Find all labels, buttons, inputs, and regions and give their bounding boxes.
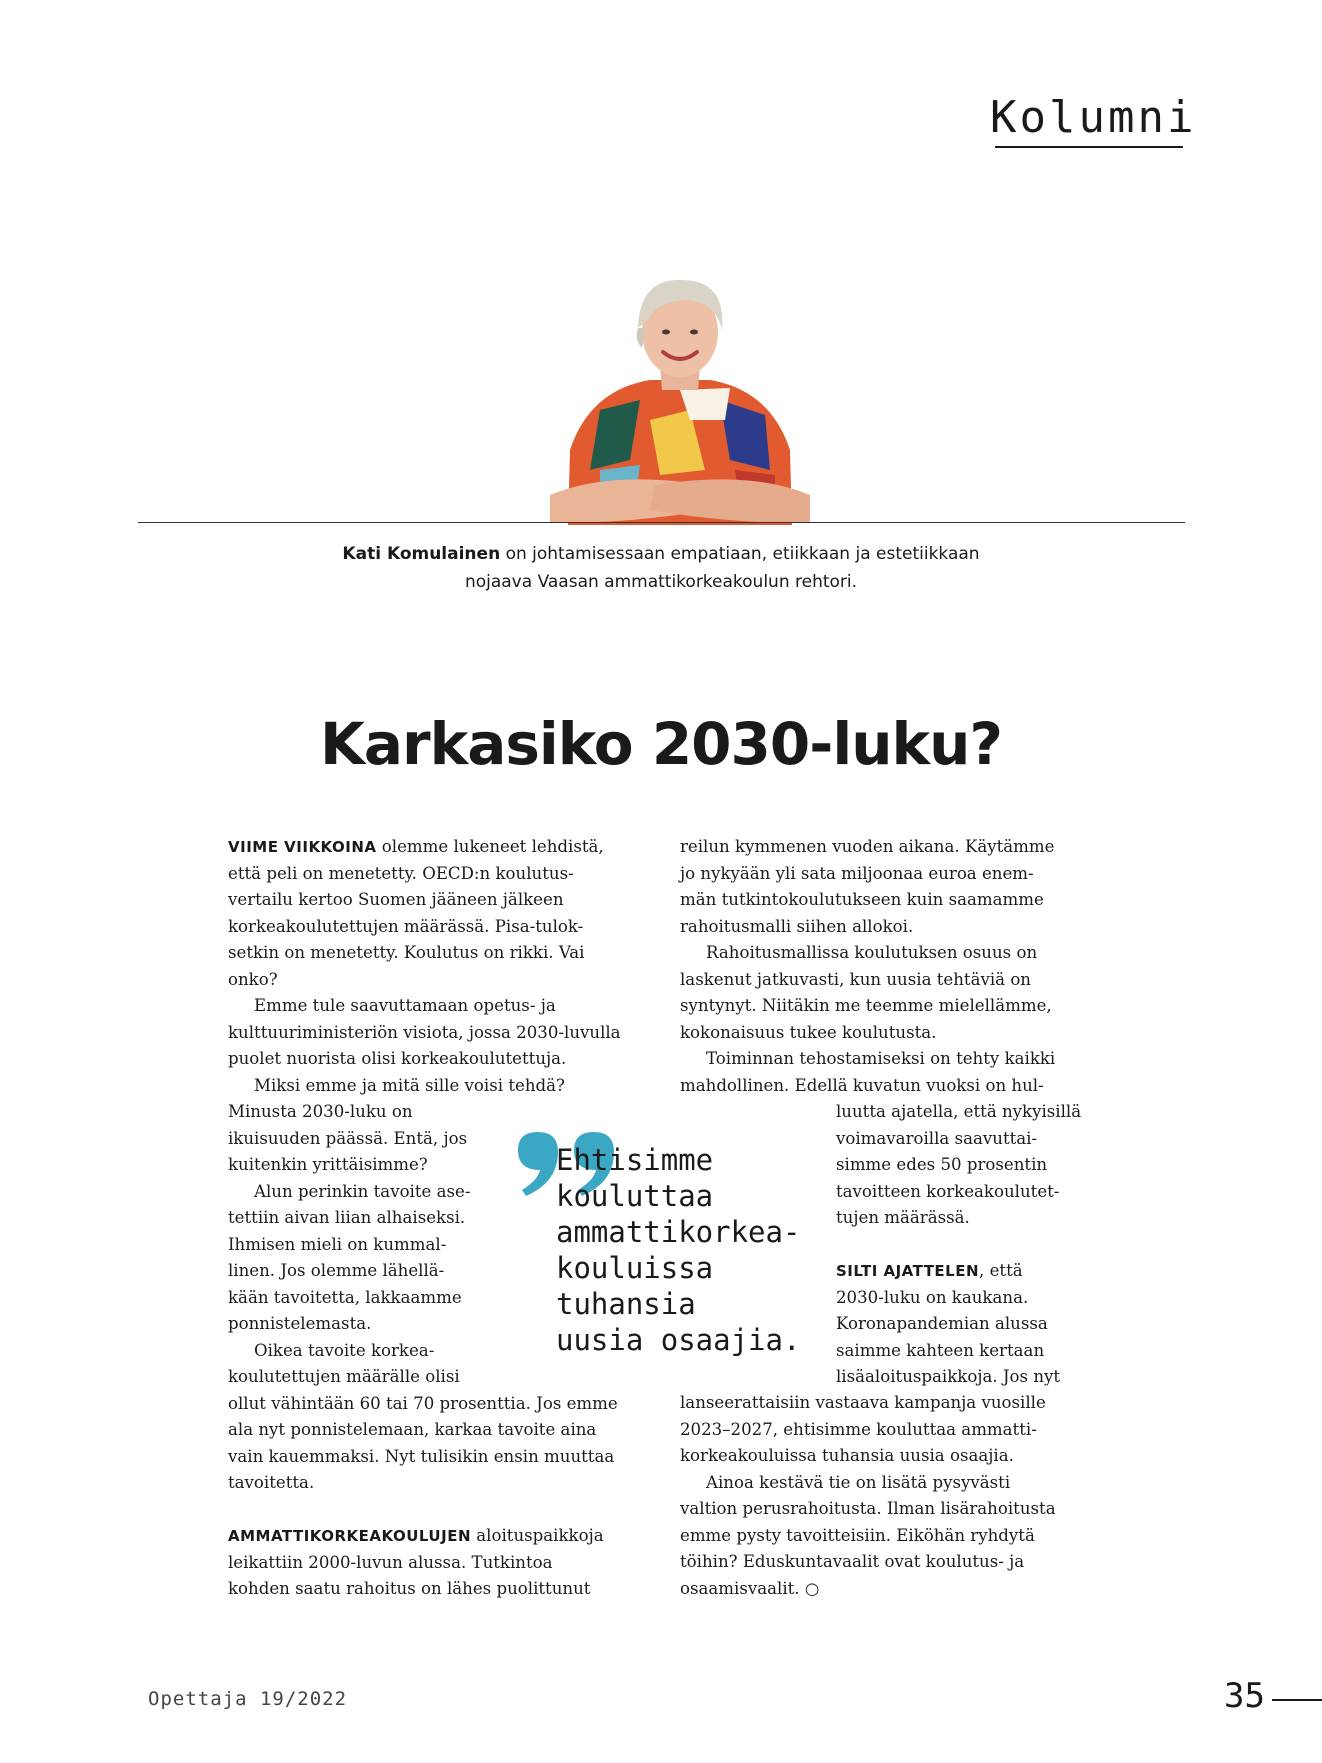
body-line: vertailu kertoo Suomen jääneen jälkeen xyxy=(228,890,564,909)
section-label: Kolumni xyxy=(990,92,1197,143)
pull-quote-line: Ehtisimme xyxy=(556,1143,714,1177)
caption-line1: on johtamisessaan empatiaan, etiikkaan ja estetiikkaan xyxy=(500,544,980,564)
body-line: ala nyt ponnistelemaan, karkaa tavoite aina xyxy=(228,1420,597,1439)
body-line: korkeakoulutettujen määrässä. Pisa-tulok- xyxy=(228,916,584,936)
body-line: Miksi emme ja mitä sille voisi tehdä? xyxy=(254,1075,565,1095)
column-2-end xyxy=(680,1390,1056,1602)
body-line: Ainoa kestävä tie on lisätä pysyvästi xyxy=(706,1472,1011,1492)
body-line: koulutettujen määrälle olisi xyxy=(228,1367,460,1386)
caption-line2: nojaava Vaasan ammattikorkeakoulun rehtori. xyxy=(464,572,858,592)
body-line: Toiminnan tehostamiseksi on tehty kaikki xyxy=(706,1049,1056,1068)
body-line: Minusta 2030-luku on xyxy=(228,1102,413,1121)
body-line: Emme tule saavuttamaan opetus- ja xyxy=(254,996,556,1015)
body-line: että peli on menetetty. OECD:n koulutus- xyxy=(228,863,574,883)
body-line: saimme kahteen kertaan xyxy=(836,1340,1045,1360)
column-2-narrow xyxy=(836,1099,1081,1232)
body-line: osaamisvaalit. ○ xyxy=(680,1578,820,1598)
body-line: kulttuuriministeriön visiota, jossa 2030-luvulla xyxy=(228,1022,621,1042)
body-line: kään tavoitetta, lakkaamme xyxy=(228,1287,462,1307)
body-line: tavoitteen korkeakoulutet- xyxy=(836,1181,1060,1201)
pull-quote-line: kouluissa xyxy=(556,1251,714,1285)
body-line: tujen määrässä. xyxy=(836,1208,970,1227)
body-line: voimavaroilla saavuttai- xyxy=(836,1128,1038,1148)
body-line: 2030-luku on kaukana. xyxy=(836,1287,1029,1307)
body-line: puolet nuorista olisi korkeakoulutettuja. xyxy=(228,1049,567,1068)
article-headline: Karkasiko 2030-luku? xyxy=(319,710,1003,778)
body-line: ollut vähintään 60 tai 70 prosenttia. Jos emme xyxy=(228,1393,618,1413)
body-line: reilun kymmenen vuoden aikana. Käytämme xyxy=(680,837,1055,856)
column-2 xyxy=(680,834,1055,1099)
body-line: mahdollinen. Edellä kuvatun vuoksi on hul- xyxy=(680,1075,1044,1095)
body-line: ikuisuuden päässä. Entä, jos xyxy=(228,1128,468,1148)
column-2-narrow-2 xyxy=(836,1258,1060,1391)
body-line: SILTI AJATTELEN, että xyxy=(836,1261,1023,1280)
author-name: Kati Komulainen xyxy=(342,544,501,564)
lead-in: VIIME VIIKKOINA xyxy=(228,838,377,856)
body-line: luutta ajatella, että nykyisillä xyxy=(836,1102,1082,1121)
pull-quote-line: kouluttaa xyxy=(556,1179,714,1213)
magazine-issue: Opettaja 19/2022 xyxy=(148,1688,348,1710)
lead-in: AMMATTIKORKEAKOULUJEN xyxy=(228,1527,471,1545)
pull-quote xyxy=(556,1142,800,1358)
body-line: kuitenkin yrittäisimme? xyxy=(228,1155,428,1174)
body-line: ponnistelemasta. xyxy=(228,1314,372,1333)
author-caption xyxy=(260,540,1062,596)
pull-quote-line: ammattikorkea- xyxy=(556,1215,801,1249)
body-line: korkeakouluissa tuhansia uusia osaajia. xyxy=(680,1446,1014,1465)
body-line: onko? xyxy=(228,969,278,989)
body-line: jo nykyään yli sata miljoonaa euroa enem- xyxy=(680,863,1034,883)
body-line: kokonaisuus tukee koulutusta. xyxy=(680,1022,937,1042)
section-underline xyxy=(995,146,1183,148)
pull-quote-line: tuhansia xyxy=(556,1287,696,1321)
lead-in: SILTI AJATTELEN xyxy=(836,1262,980,1280)
body-line: Alun perinkin tavoite ase- xyxy=(254,1181,471,1201)
body-line: AMMATTIKORKEAKOULUJEN aloituspaikkoja xyxy=(228,1526,604,1545)
body-line: vain kauemmaksi. Nyt tulisikin ensin muuttaa xyxy=(228,1446,615,1466)
body-line: Ihmisen mieli on kummal- xyxy=(228,1234,447,1254)
body-line: syntynyt. Niitäkin me teemme mielellämme, xyxy=(680,996,1052,1015)
body-line: laskenut jatkuvasti, kun uusia tehtäviä on xyxy=(680,969,1031,989)
body-line: emme pysty tavoitteisiin. Eiköhän ryhdytä xyxy=(680,1525,1035,1545)
body-line: tettiin aivan liian alhaiseksi. xyxy=(228,1208,466,1227)
body-line: 2023–2027, ehtisimme kouluttaa ammatti- xyxy=(680,1419,1037,1439)
page-number-rule xyxy=(1272,1699,1322,1701)
body-line: linen. Jos olemme lähellä- xyxy=(228,1261,445,1280)
body-line: setkin on menetetty. Koulutus on rikki. Vai xyxy=(228,943,585,962)
body-line: Oikea tavoite korkea- xyxy=(254,1340,435,1360)
body-line: Koronapandemian alussa xyxy=(836,1314,1048,1333)
author-portrait xyxy=(530,270,830,525)
body-line: valtion perusrahoitusta. Ilman lisärahoitusta xyxy=(680,1499,1056,1518)
pull-quote-line: uusia osaajia. xyxy=(556,1323,801,1357)
portrait-divider xyxy=(138,522,1185,523)
body-line: simme edes 50 prosentin xyxy=(836,1155,1048,1174)
body-line: tavoitetta. xyxy=(228,1473,315,1492)
body-line: leikattiin 2000-luvun alussa. Tutkintoa xyxy=(228,1552,553,1572)
body-line: lanseerattaisiin vastaava kampanja vuosille xyxy=(680,1393,1046,1412)
body-line: Rahoitusmallissa koulutuksen osuus on xyxy=(706,943,1038,962)
body-line: töihin? Eduskuntavaalit ovat koulutus- ja xyxy=(680,1552,1025,1571)
body-line: män tutkintokoulutukseen kuin saamamme xyxy=(680,890,1044,909)
body-line: VIIME VIIKKOINA olemme lukeneet lehdistä, xyxy=(228,837,604,856)
body-line: rahoitusmalli siihen allokoi. xyxy=(680,916,914,936)
body-line: kohden saatu rahoitus on lähes puolittunut xyxy=(228,1579,591,1598)
page-number: 35 xyxy=(1224,1676,1265,1716)
body-line: lisäaloituspaikkoja. Jos nyt xyxy=(836,1367,1061,1386)
